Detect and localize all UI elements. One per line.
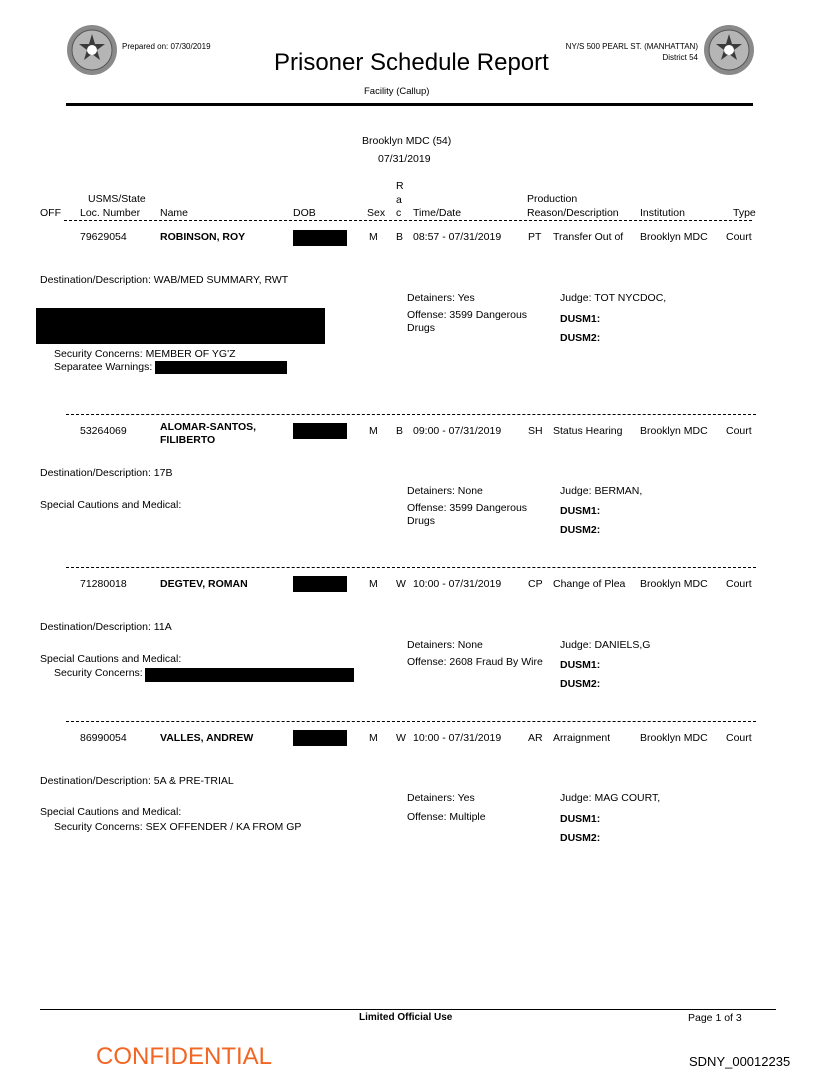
limited-official-use: Limited Official Use <box>359 1012 453 1023</box>
usms-number: 71280018 <box>80 578 127 590</box>
judge: Judge: MAG COURT, <box>560 792 661 804</box>
header-rule <box>66 103 753 106</box>
col-loc-number: Loc. Number <box>80 207 141 219</box>
institution: Brooklyn MDC <box>640 578 708 590</box>
redacted-dob <box>293 230 347 246</box>
destination: Destination/Description: 5A & PRE-TRIAL <box>40 775 234 787</box>
detainers: Detainers: Yes <box>407 792 475 804</box>
race: W <box>396 732 406 744</box>
redacted-separatee <box>155 361 287 374</box>
reason-description: Arraignment <box>553 732 611 744</box>
type: Court <box>726 732 752 744</box>
institution: Brooklyn MDC <box>640 732 708 744</box>
sex: M <box>369 578 378 590</box>
redacted-special-cautions <box>36 308 325 344</box>
col-race-c: c <box>396 207 402 219</box>
detainers: Detainers: None <box>407 485 483 497</box>
dusm2: DUSM2: <box>560 678 601 690</box>
offense-line2: Drugs <box>407 515 436 527</box>
type: Court <box>726 231 752 243</box>
time-date: 08:57 - 07/31/2019 <box>413 231 502 243</box>
security-concerns: Security Concerns: SEX OFFENDER / KA FROM GP <box>54 821 302 833</box>
detainers: Detainers: None <box>407 639 483 651</box>
row-divider <box>66 414 756 415</box>
judge: Judge: DANIELS,G <box>560 639 651 651</box>
col-sex: Sex <box>367 207 386 219</box>
district-location: NY/S 500 PEARL ST. (MANHATTAN) <box>565 42 698 51</box>
redacted-dob <box>293 576 347 592</box>
col-type: Type <box>733 207 756 219</box>
confidential-stamp: CONFIDENTIAL <box>96 1043 273 1070</box>
page-subtitle: Facility (Callup) <box>364 86 430 97</box>
special-cautions: Special Cautions and Medical: <box>40 499 182 511</box>
reason-code: CP <box>528 578 543 590</box>
sex: M <box>369 425 378 437</box>
institution: Brooklyn MDC <box>640 425 708 437</box>
usms-number: 86990054 <box>80 732 127 744</box>
reason-description: Change of Plea <box>553 578 626 590</box>
time-date: 10:00 - 07/31/2019 <box>413 578 502 590</box>
reason-code: PT <box>528 231 542 243</box>
redacted-dob <box>293 423 347 439</box>
type: Court <box>726 425 752 437</box>
col-reason: Reason/Description <box>527 207 619 219</box>
col-off: OFF <box>40 207 61 219</box>
destination: Destination/Description: WAB/MED SUMMARY, RWT <box>40 274 289 286</box>
destination: Destination/Description: 11A <box>40 621 172 633</box>
judge: Judge: TOT NYCDOC, <box>560 292 667 304</box>
col-race-a: a <box>396 194 402 206</box>
usms-seal-icon <box>703 24 755 76</box>
offense: Offense: 3599 Dangerous <box>407 309 528 321</box>
offense: Offense: 2608 Fraud By Wire <box>407 656 543 668</box>
reason-description: Status Hearing <box>553 425 623 437</box>
col-name: Name <box>160 207 189 219</box>
offense: Offense: 3599 Dangerous <box>407 502 528 514</box>
col-institution: Institution <box>640 207 685 219</box>
special-cautions: Special Cautions and Medical: <box>40 653 182 665</box>
destination: Destination/Description: 17B <box>40 467 173 479</box>
time-date: 09:00 - 07/31/2019 <box>413 425 502 437</box>
col-race-r: R <box>396 180 404 192</box>
separatee-warnings: Separatee Warnings: <box>54 361 153 373</box>
reason-code: AR <box>528 732 543 744</box>
type: Court <box>726 578 752 590</box>
race: B <box>396 231 404 243</box>
page-number: Page 1 of 3 <box>688 1012 742 1024</box>
sex: M <box>369 231 378 243</box>
prisoner-name: ROBINSON, ROY <box>160 231 246 243</box>
race: B <box>396 425 404 437</box>
redacted-dob <box>293 730 347 746</box>
reason-code: SH <box>528 425 543 437</box>
usms-number: 53264069 <box>80 425 127 437</box>
dusm1: DUSM1: <box>560 813 601 825</box>
prepared-on: Prepared on: 07/30/2019 <box>122 42 211 51</box>
usms-seal-icon <box>66 24 118 76</box>
dusm1: DUSM1: <box>560 659 601 671</box>
dusm2: DUSM2: <box>560 524 601 536</box>
detainers: Detainers: Yes <box>407 292 475 304</box>
sex: M <box>369 732 378 744</box>
col-production: Production <box>527 193 578 205</box>
row-divider <box>66 567 756 568</box>
special-cautions: Special Cautions and Medical: <box>40 806 182 818</box>
facility-date: 07/31/2019 <box>378 153 431 165</box>
prisoner-name-line2: FILIBERTO <box>160 434 216 446</box>
prisoner-name: ALOMAR-SANTOS, <box>160 421 257 433</box>
prisoner-name: VALLES, ANDREW <box>160 732 254 744</box>
facility-name: Brooklyn MDC (54) <box>362 135 452 147</box>
dusm2: DUSM2: <box>560 832 601 844</box>
col-usms: USMS/State <box>88 193 146 205</box>
offense: Offense: Multiple <box>407 811 486 823</box>
security-concerns: Security Concerns: <box>54 667 143 679</box>
security-concerns: Security Concerns: MEMBER OF YG'Z <box>54 348 236 360</box>
usms-number: 79629054 <box>80 231 127 243</box>
col-dob: DOB <box>293 207 316 219</box>
bates-number: SDNY_00012235 <box>689 1054 791 1069</box>
redacted-security-concerns <box>145 668 354 682</box>
footer-rule <box>40 1009 776 1010</box>
judge: Judge: BERMAN, <box>560 485 643 497</box>
reason-description: Transfer Out of <box>553 231 624 243</box>
dusm1: DUSM1: <box>560 313 601 325</box>
institution: Brooklyn MDC <box>640 231 708 243</box>
row-divider <box>66 721 756 722</box>
time-date: 10:00 - 07/31/2019 <box>413 732 502 744</box>
race: W <box>396 578 406 590</box>
offense-line2: Drugs <box>407 322 436 334</box>
dusm1: DUSM1: <box>560 505 601 517</box>
col-time: Time/Date <box>413 207 462 219</box>
column-header-rule <box>64 220 752 221</box>
prisoner-name: DEGTEV, ROMAN <box>160 578 248 590</box>
page-title: Prisoner Schedule Report <box>274 49 549 76</box>
dusm2: DUSM2: <box>560 332 601 344</box>
district-number: District 54 <box>662 53 698 62</box>
